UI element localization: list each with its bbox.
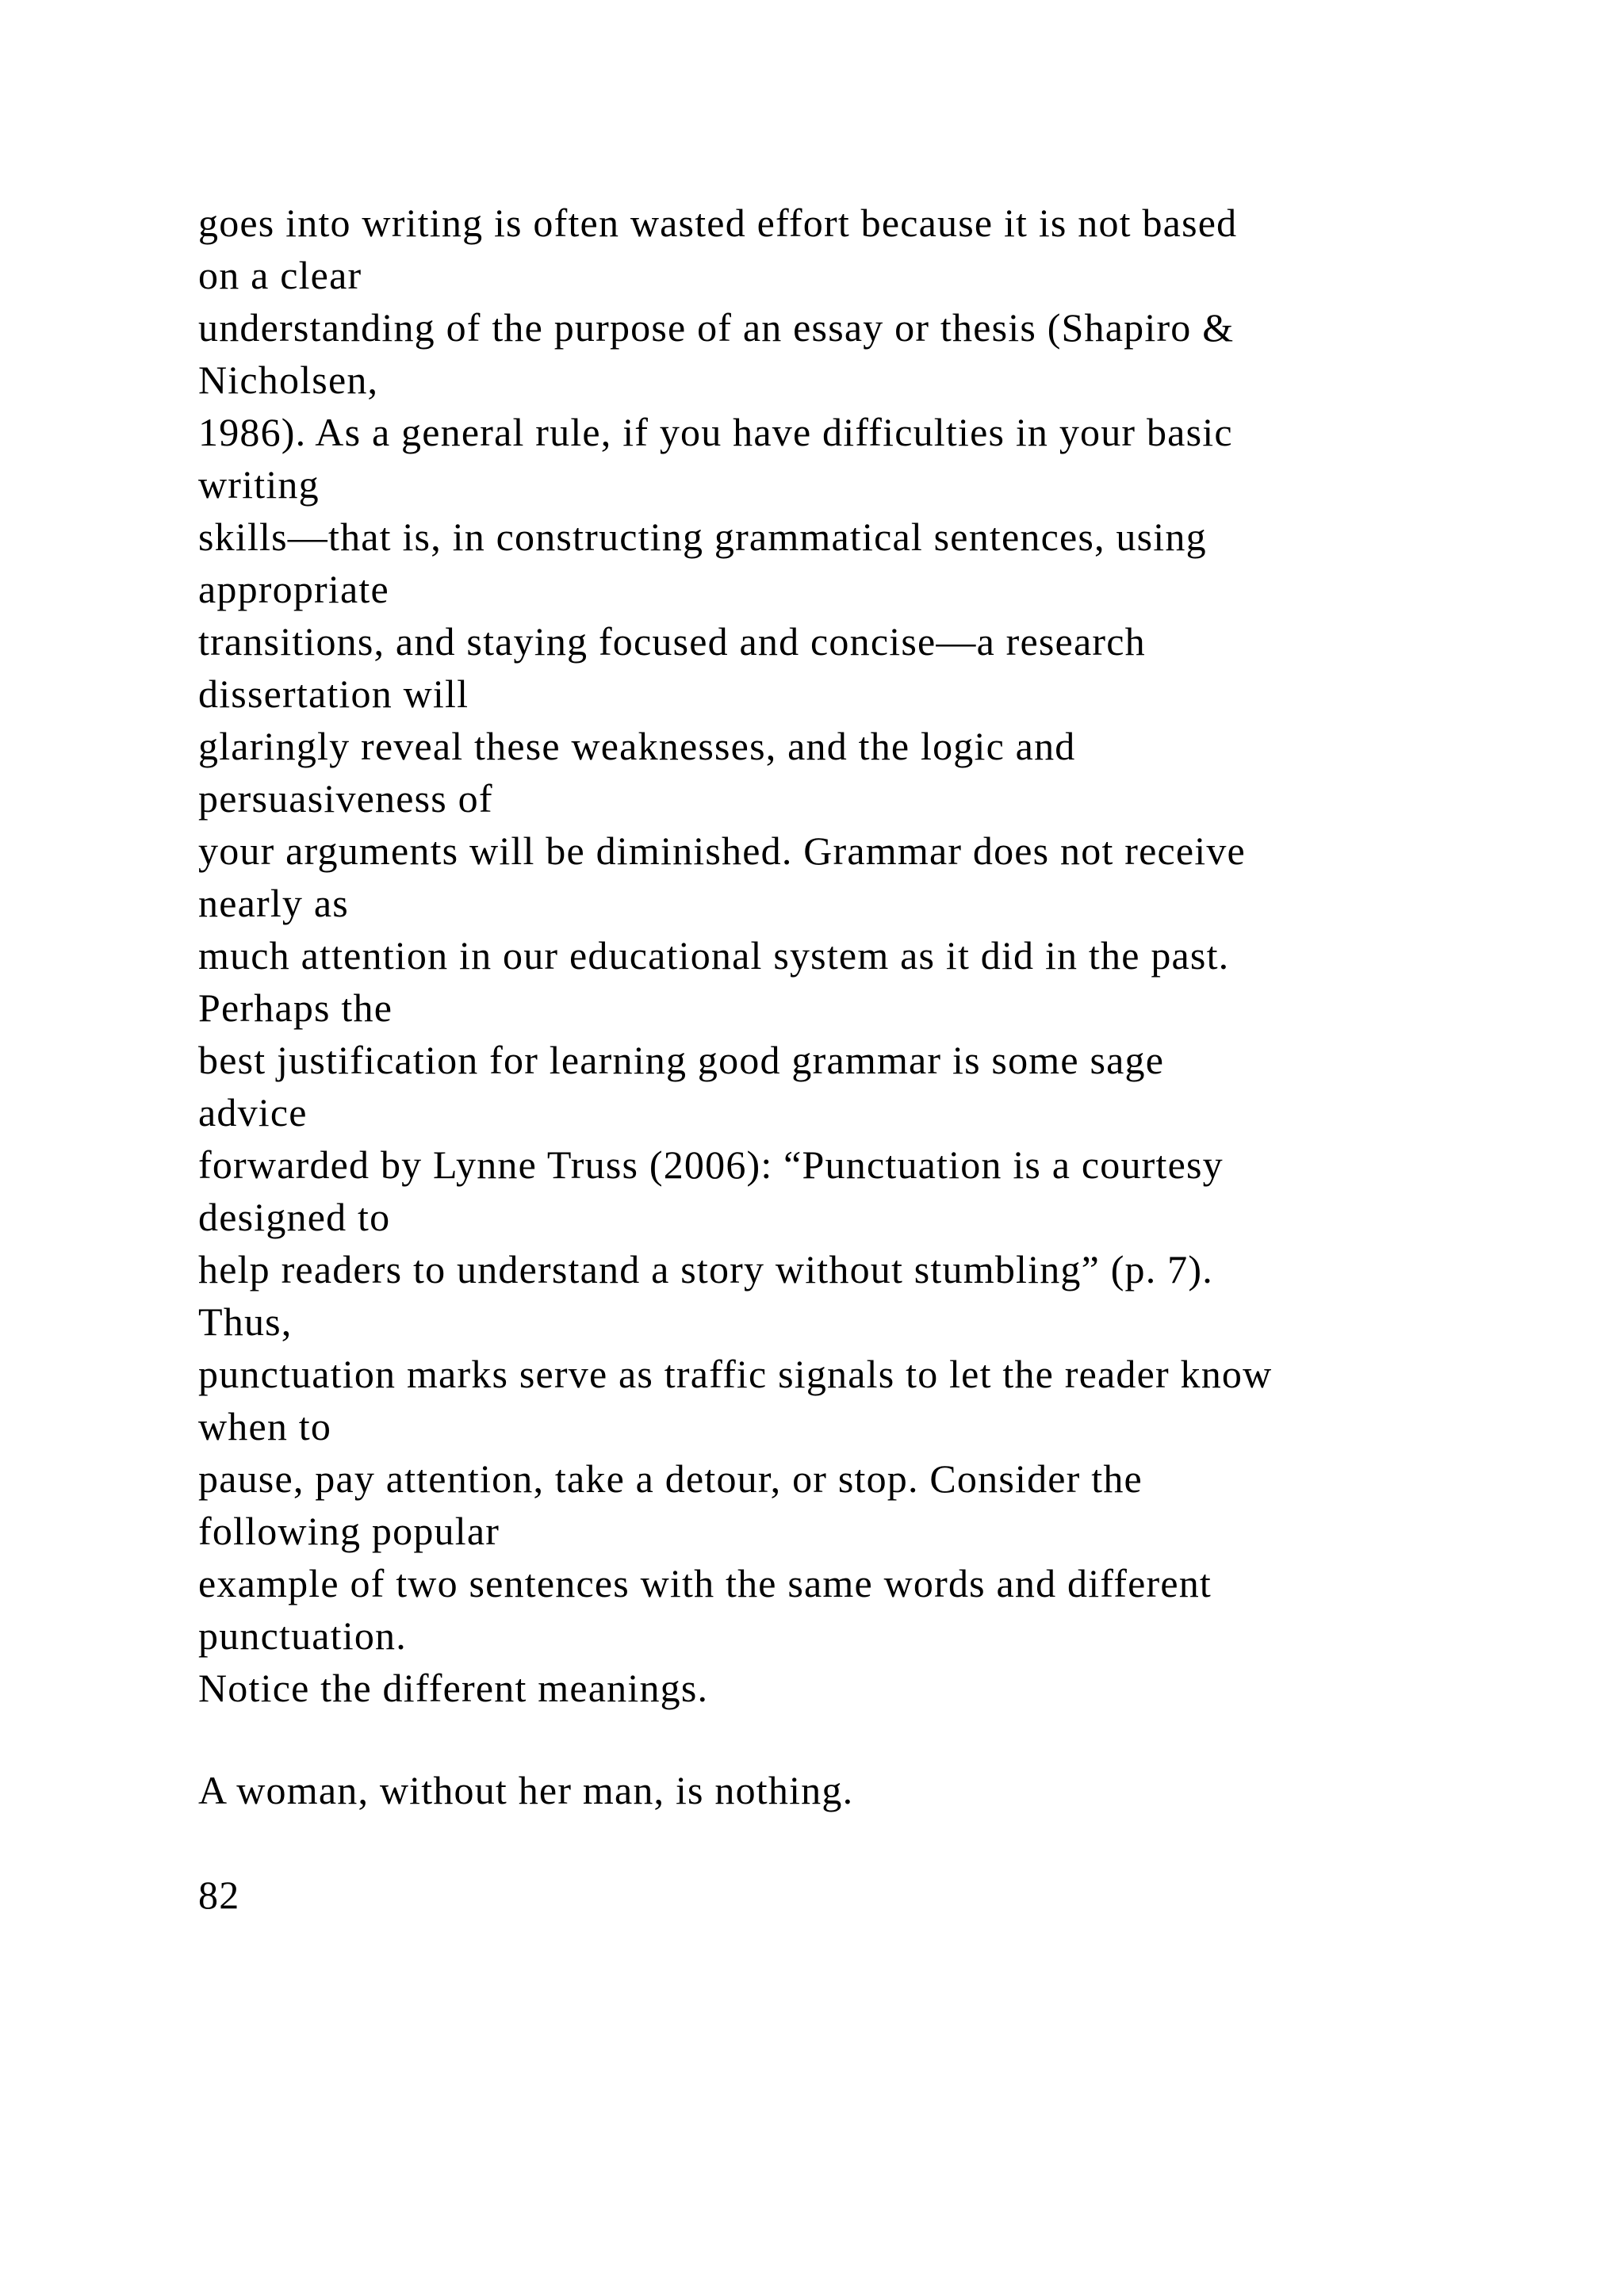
text-line: appropriate bbox=[198, 567, 389, 611]
text-line: forwarded by Lynne Truss (2006): “Punctuation is a courtesy bbox=[198, 1142, 1224, 1187]
text-line: best justification for learning good grammar is some sage bbox=[198, 1038, 1165, 1082]
text-line: Perhaps the bbox=[198, 985, 393, 1030]
text-line: punctuation marks serve as traffic signals to let the reader know bbox=[198, 1352, 1273, 1396]
text-line: nearly as bbox=[198, 881, 349, 925]
example-sentence: A woman, without her man, is nothing. bbox=[198, 1768, 854, 1812]
text-line: persuasiveness of bbox=[198, 776, 493, 821]
text-line: understanding of the purpose of an essay or thesis (Shapiro & bbox=[198, 305, 1235, 350]
text-line: help readers to understand a story without stumbling” (p. 7). bbox=[198, 1247, 1213, 1292]
text-line: your arguments will be diminished. Grammar does not receive bbox=[198, 828, 1246, 873]
text-line: much attention in our educational system as it did in the past. bbox=[198, 933, 1230, 978]
text-line: skills—that is, in constructing grammatical sentences, using bbox=[198, 515, 1207, 559]
text-line: goes into writing is often wasted effort because it is not based bbox=[198, 201, 1238, 245]
text-line: Notice the different meanings. bbox=[198, 1666, 709, 1710]
text-line: Thus, bbox=[198, 1299, 293, 1344]
text-line: pause, pay attention, take a detour, or stop. Consider the bbox=[198, 1456, 1143, 1501]
text-line: example of two sentences with the same words and different bbox=[198, 1561, 1212, 1605]
text-line: Nicholsen, bbox=[198, 358, 379, 402]
text-line: dissertation will bbox=[198, 672, 469, 716]
text-line: when to bbox=[198, 1404, 332, 1448]
text-line: following popular bbox=[198, 1509, 500, 1553]
text-line: designed to bbox=[198, 1195, 391, 1239]
text-line: glaringly reveal these weaknesses, and the logic and bbox=[198, 724, 1076, 768]
body-paragraph bbox=[198, 197, 1546, 1714]
text-line: punctuation. bbox=[198, 1613, 407, 1658]
text-line: advice bbox=[198, 1090, 308, 1135]
text-line: on a clear bbox=[198, 253, 362, 297]
page-number: 82 bbox=[198, 1873, 240, 1917]
text-line: writing bbox=[198, 462, 320, 507]
text-line: transitions, and staying focused and concise—a research bbox=[198, 619, 1146, 664]
text-line: 1986). As a general rule, if you have difficulties in your basic bbox=[198, 410, 1233, 454]
